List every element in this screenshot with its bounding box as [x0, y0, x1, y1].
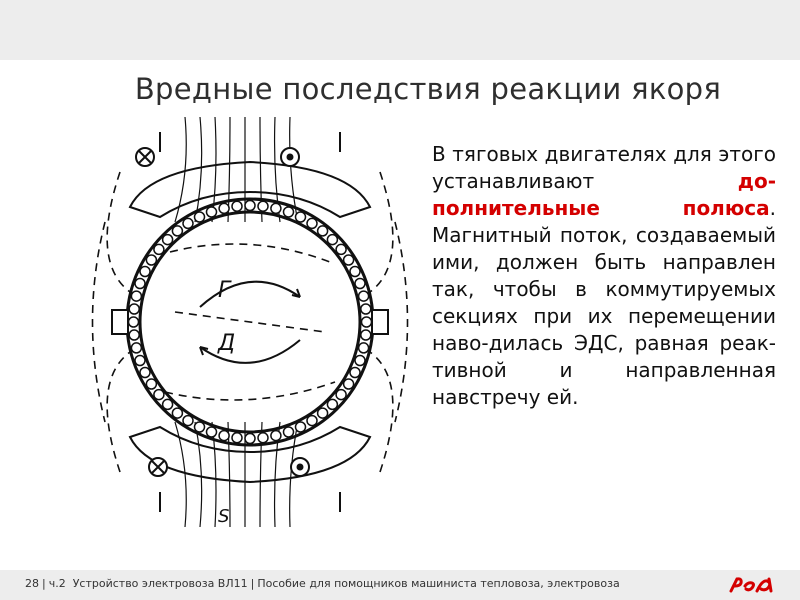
- armature-conductor: [245, 434, 255, 444]
- armature-conductor: [355, 279, 365, 289]
- armature-conductor: [296, 422, 306, 432]
- body-text-part1: В тяговых двигателях для этого устанавливают: [432, 142, 776, 193]
- armature-conductor: [207, 207, 217, 217]
- armature-conductor: [271, 203, 281, 213]
- armature-conductor: [284, 207, 294, 217]
- footer-part: ч.2: [48, 577, 66, 590]
- armature-conductor: [362, 317, 372, 327]
- armature-conductor: [129, 317, 139, 327]
- armature-conductor: [195, 212, 205, 222]
- label-g: Г: [218, 278, 231, 303]
- armature-conductor: [183, 218, 193, 228]
- armature-conductor: [232, 201, 242, 211]
- armature-conductor: [207, 427, 217, 437]
- armature-conductor: [355, 356, 365, 366]
- armature-conductor: [131, 291, 141, 301]
- armature-conductor: [245, 201, 255, 211]
- armature-conductor: [258, 201, 268, 211]
- armature-conductor: [146, 255, 156, 265]
- armature-conductor: [350, 267, 360, 277]
- body-text-highlight: до-полнительные полюса: [432, 169, 776, 220]
- flux-lines: [175, 117, 298, 527]
- left-brush: [112, 310, 128, 334]
- armature-conductor: [318, 226, 328, 236]
- rzd-logo: [728, 576, 774, 594]
- armature-conductor: [183, 416, 193, 426]
- label-s: S: [218, 506, 230, 527]
- direction-arc-top: [200, 282, 300, 307]
- armature-conductor: [327, 235, 337, 245]
- page-number: 28: [25, 577, 39, 590]
- armature-conductor: [258, 433, 268, 443]
- armature-conductor: [172, 226, 182, 236]
- armature-conductor: [219, 431, 229, 441]
- slide-body-text: [432, 141, 776, 411]
- armature-conductor: [163, 235, 173, 245]
- header-band: [0, 0, 800, 60]
- body-text-part2: . Магнитный поток, создаваемый ими, должен быть направлен так, чтобы в коммутируемых секциях при их перемещении наво-дилась ЭДС, равная реак-тивной и направленная навстречу ей.: [432, 196, 776, 409]
- armature-conductor: [307, 416, 317, 426]
- armature-conductor: [361, 304, 371, 314]
- footer: 28 | ч.2 Устройство электровоза ВЛ11 | Пособие для помощников машиниста тепловоза, электровоза: [25, 577, 620, 590]
- armature-conductor: [284, 427, 294, 437]
- slide-title: Вредные последствия реакции якоря: [134, 72, 722, 106]
- footer-manual-title: Пособие для помощников машиниста тепловоза, электровоза: [257, 577, 620, 590]
- armature-conductor: [154, 244, 164, 254]
- armature-conductor: [219, 203, 229, 213]
- right-brush: [372, 310, 388, 334]
- label-d: Д: [218, 331, 236, 356]
- armature-conductor: [361, 330, 371, 340]
- armature-conductor: [350, 368, 360, 378]
- armature-conductor: [129, 330, 139, 340]
- armature-conductor: [232, 433, 242, 443]
- armature-conductor: [135, 279, 145, 289]
- armature-conductor: [336, 244, 346, 254]
- armature-conductor: [344, 255, 354, 265]
- armature-conductor: [140, 267, 150, 277]
- armature-conductor: [172, 408, 182, 418]
- armature-conductor: [359, 291, 369, 301]
- armature-conductor: [344, 379, 354, 389]
- armature-conductor: [154, 390, 164, 400]
- armature-conductor: [146, 379, 156, 389]
- armature-conductor: [135, 356, 145, 366]
- armature-conductor: [271, 431, 281, 441]
- armature-reaction-diagram: [90, 112, 410, 532]
- armature-conductor: [195, 422, 205, 432]
- armature-conductor: [327, 399, 337, 409]
- armature-conductor: [296, 212, 306, 222]
- armature-conductor: [129, 304, 139, 314]
- armature-conductor: [140, 368, 150, 378]
- armature-conductor: [307, 218, 317, 228]
- armature-conductor: [318, 408, 328, 418]
- armature-conductor: [163, 399, 173, 409]
- armature-conductor: [336, 390, 346, 400]
- armature-conductor: [131, 343, 141, 353]
- direction-arc-bottom: [200, 340, 300, 363]
- armature-conductor: [359, 343, 369, 353]
- footer-part-title: Устройство электровоза ВЛ11: [72, 577, 248, 590]
